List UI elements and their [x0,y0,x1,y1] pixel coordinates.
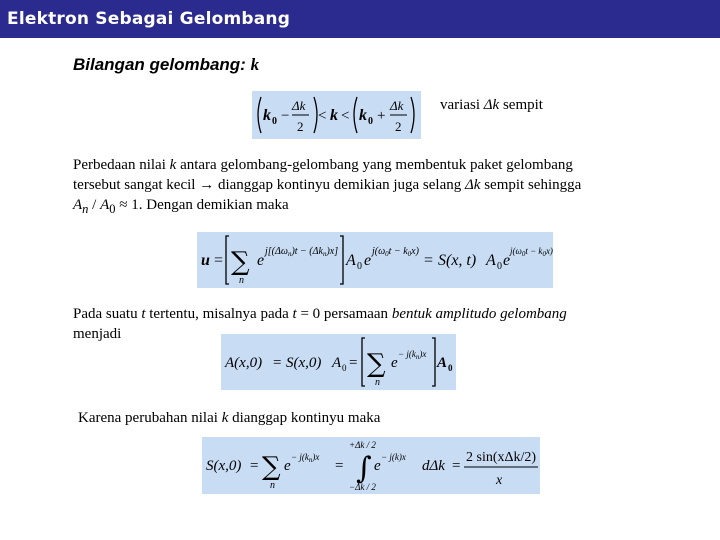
eq3-a0b-sub: 0 [448,363,453,373]
eq3-e: e [391,355,398,371]
eq2-exp3-c: x) [545,246,553,256]
p1-text: tersebut sangat kecil [73,177,200,193]
eq2-exp2-s: 0 [385,250,389,258]
eq2-e: e [257,252,265,269]
eq2-exp1-c: )x] [326,246,339,257]
eq2-exp1-n2: n [322,250,327,258]
eq2-a0-sub: 0 [357,261,362,272]
eq2-exp2-b: t − k [388,246,408,257]
eq1-den: 2 [297,119,304,134]
eq1-k0a: k [263,107,271,124]
eq4-n: n [270,480,275,491]
p1-symbol-dk: Δk [465,177,481,193]
p3-text: dianggap kontinyu maka [228,410,381,426]
equation-k-range-svg [252,91,421,139]
eq4-d: dΔk [422,458,445,474]
paragraph-2-line-1 [73,304,713,324]
eq1-lt2: < [341,108,350,124]
eq2-eq: = [214,252,224,269]
eq4-num: 2 sin(xΔk/2) [466,450,537,465]
equation-amplitude-svg [221,334,456,390]
arrow-icon: → [199,177,215,193]
eq2-exp3-s: 0 [521,250,526,258]
eq2-exp2-c: x) [411,246,419,257]
eq4-sigma: ∑ [262,452,281,482]
section-heading-symbol: k [250,55,260,74]
slide-title: Elektron Sebagai Gelombang [7,9,291,29]
eq2-exp3-s2: 0 [542,250,546,258]
variation-note [440,97,543,114]
eq1-dk-num: Δk [292,98,306,113]
eq4-den: x [496,473,503,488]
p1-text: antara gelombang-gelombang yang membentuk paket gelombang [176,157,573,173]
eq2-exp2-a: j(ω [372,246,386,257]
eq4-exp2: − j(k)x [381,452,406,462]
eq3-exp-b: )x [419,349,427,359]
eq4-exp-a: − j(k [291,452,309,462]
eq2-u: u [201,252,210,269]
eq4-e2: e [374,458,381,474]
eq4-upper: +Δk / 2 [349,440,376,450]
equation-amplitude [221,334,456,390]
eq3-a0: A [332,355,342,371]
eq2-a0b: A [486,252,496,269]
eq4-lhs: S(x,0) [206,458,242,474]
eq3-s: S(x,0) [286,355,322,371]
p2-text: = 0 persamaan [296,306,392,322]
p3-text: Karena perubahan nilai [78,410,222,426]
p1-symbol-a0: A [100,197,110,213]
eq2-exp2 [370,246,420,258]
eq1-sub0b: 0 [368,116,373,127]
eq4-eq3: = [452,458,461,474]
eq1-dk-num2: Δk [390,98,404,113]
eq2-a0b-sub: 0 [497,261,502,272]
paragraph-1-line-2 [73,175,713,195]
p1-text: sempit sehingga [480,177,582,193]
eq4-exp-b: )x [312,452,320,462]
equation-integral-svg [202,437,540,494]
eq4-exp-n: n [308,456,313,464]
eq4-lower: −Δk / 2 [349,482,376,492]
equation-wave-packet-svg [197,232,553,288]
eq2-exp1-n: n [287,250,292,258]
eq3-exp [398,349,426,361]
eq3-eq2: = [349,355,358,371]
eq2-a0: A [346,252,356,269]
p2-symbol-t: t [141,306,146,322]
eq2-exp3-a: j(ω [510,246,522,256]
p1-text: Perbedaan nilai [73,157,170,173]
eq2-n: n [239,275,244,286]
paragraph-1-line-3 [73,195,713,219]
equation-wave-packet [197,232,553,288]
paragraph-2-line-2: menjadi [73,326,122,342]
eq2-exp1-b: )t − (Δk [291,246,323,257]
eq4-exp [291,452,319,464]
eq3-sigma: ∑ [367,349,386,379]
p1-symbol-k: k [169,157,177,173]
p1-symbol-a: A [73,197,83,213]
eq3-lhs: A(x,0) [225,355,263,371]
eq4-int: ∫ [356,451,372,486]
eq2-exp3 [509,246,553,258]
paragraph-1 [73,155,713,219]
eq1-sub0a: 0 [272,116,277,127]
eq2-exp2-s2: 0 [407,250,412,258]
eq3-a0b: A [437,355,448,371]
variation-note-prefix: variasi [440,97,484,113]
eq1-lt1: < [318,108,327,124]
p2-symbol-t2: t [292,306,297,322]
eq3-n: n [375,377,380,388]
eq1-den2: 2 [395,119,402,134]
equation-k-range [252,91,421,139]
eq2-e2: e [503,252,511,269]
eq2-s: S(x, t) [438,252,477,269]
eq2-eq2: = [424,252,434,269]
eq1-k0b: k [359,107,367,124]
eq1-k: k [330,107,338,124]
variation-note-suffix: sempit [499,97,543,113]
eq4-eq2: = [335,458,344,474]
eq3-exp-a: − j(k [398,349,416,359]
p1-slash: / [88,197,101,213]
section-heading-label: Bilangan gelombang: [73,55,246,74]
eq3-eq1: = [273,355,282,371]
title-bar [0,0,720,38]
section-heading [73,55,259,75]
p1-sub-n: n [82,202,89,216]
eq4-e: e [284,458,291,474]
p2-italic-phrase: bentuk amplitudo gelombang [391,306,567,322]
eq3-exp-n: n [415,353,420,361]
eq3-a0-sub: 0 [342,363,347,373]
eq1-minus: − [281,108,290,124]
eq1-plus: + [377,108,386,124]
eq2-exp3-b: t − k [525,246,543,256]
p2-text: tertentu, misalnya pada [145,306,293,322]
p2-text: Pada suatu [73,306,142,322]
variation-note-symbol: Δk [483,97,500,113]
eq2-exp1-a: j[(Δω [265,246,288,257]
p1-text: ≈ 1. Dengan demikian maka [115,197,289,213]
eq2-exp1 [263,246,338,258]
eq2-e-b: e [364,252,372,269]
p1-text: dianggap kontinyu demikian juga selang [214,177,465,193]
paragraph-3 [78,408,678,428]
p3-symbol-k: k [221,410,229,426]
eq2-sigma: ∑ [231,247,250,277]
paragraph-1-line-1 [73,155,713,175]
eq4-eq1: = [250,458,259,474]
equation-integral [202,437,540,494]
p1-sub-0: 0 [109,202,116,216]
